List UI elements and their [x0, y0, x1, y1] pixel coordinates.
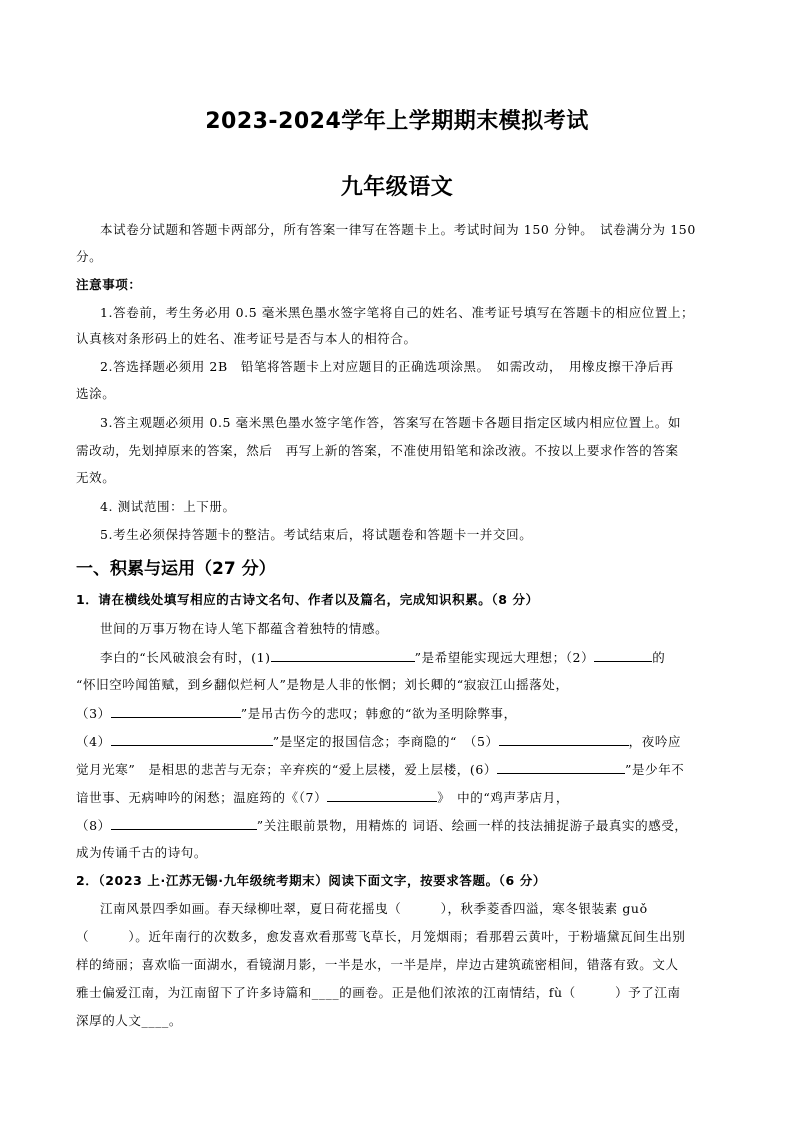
exam-title: 2023-2024学年上学期期末模拟考试 [205, 109, 589, 134]
q2-line-1: 江南风景四季如画。春天绿柳吐翠，夏日荷花摇曳（ ），秋季菱香四溢，寒冬银装素 guǒ [100, 901, 648, 916]
notice-item-5: 5.考生必须保持答题卡的整洁。考试结束后，将试题卷和答题卡一并交回。 [100, 527, 533, 542]
exam-subtitle: 九年级语文 [340, 175, 454, 200]
section-1-heading: 一、积累与运用（27 分） [76, 559, 276, 579]
notice-item-3-line-2: 需改动，先划掉原来的答案，然后 再写上新的答案，不准使用铅笔和涂改液。不按以上要求作答的答案 [76, 443, 679, 458]
blank-6[interactable] [497, 760, 625, 774]
q1-line-6: 谙世事、无病呻吟的闲愁；温庭筠的《（7） 》 中的“鸡声茅店月， [76, 790, 569, 805]
q1-line-5: 觉月光寒” 是相思的悲苦与无奈；辛弃疾的“爱上层楼，爱上层楼，(6） ”是少年不 [76, 762, 685, 777]
notice-item-2-line-1: 2.答选择题必须用 2B 铅笔将答题卡上对应题目的正确选项涂黑。 如需改动， 用橡皮擦干净后再 [100, 359, 674, 374]
notice-item-1-line-1: 1.答卷前，考生务必用 0.5 毫米黑色墨水签字笔将自己的姓名、准考证号填写在答题卡的相应位置上； [100, 305, 695, 320]
blank-3[interactable] [111, 704, 241, 718]
notice-heading: 注意事项： [76, 277, 142, 292]
intro-line-1: 本试卷分试题和答题卡两部分，所有答案一律写在答题卡上。考试时间为 150 分钟。 试卷满分为 150 [100, 222, 696, 237]
q1-intro: 世间的万事万物在诗人笔下都蕴含着独特的情感。 [100, 621, 389, 636]
q2-line-4: 雅士偏爱江南，为江南留下了许多诗篇和____的画卷。正是他们浓浓的江南情结，fù（ ）予了江南 [76, 985, 681, 1000]
q1-line-2: “怀旧空吟闻笛赋，到乡翻似烂柯人”是物是人非的怅惘；刘长卿的“寂寂江山摇落处， [76, 677, 569, 692]
notice-item-3-line-1: 3.答主观题必须用 0.5 毫米黑色墨水签字笔作答，答案写在答题卡各题目指定区域内相应位置上。如 [100, 415, 682, 430]
q1-line-1: 李白的“长风破浪会有时，(1) ”是希望能实现远大理想；（2） 的 [100, 650, 666, 665]
blank-5[interactable] [499, 732, 629, 746]
blank-1[interactable] [271, 648, 415, 662]
blank-4[interactable] [111, 732, 273, 746]
notice-item-3-line-3: 无效。 [76, 470, 116, 485]
q1-line-8: 成为传诵千古的诗句。 [76, 845, 208, 860]
q2-stem: 2．（2023 上·江苏无锡·九年级统考期末）阅读下面文字，按要求答题。（6 分） [76, 873, 546, 888]
q1-stem: 1．请在横线处填写相应的古诗文名句、作者以及篇名，完成知识积累。（8 分） [76, 592, 539, 607]
q1-line-7: （8） ”关注眼前景物，用精炼的 词语、绘画一样的技法捕捉游子最真实的感受， [76, 818, 688, 833]
q2-line-5: 深厚的人文____。 [76, 1013, 183, 1028]
blank-7[interactable] [327, 788, 437, 802]
q2-line-2: （ ）。近年南行的次数多，愈发喜欢看那莺飞草长，月笼烟雨；看那碧云黄叶，于粉墙黛瓦间生出别 [76, 929, 686, 944]
notice-item-1-line-2: 认真核对条形码上的姓名、准考证号是否与本人的相符合。 [76, 331, 417, 346]
q1-line-4: （4） ”是坚定的报国信念；李商隐的“ （5） ，夜吟应 [76, 734, 682, 749]
notice-item-4: 4. 测试范围：上下册。 [100, 499, 236, 514]
q1-line-3: （3） ”是吊古伤今的悲叹；韩愈的“欲为圣明除弊事， [76, 706, 517, 721]
blank-2[interactable] [594, 648, 652, 662]
blank-8[interactable] [111, 816, 257, 830]
q2-line-3: 样的绮丽；喜欢临一面湖水，看镜湖月影，一半是水，一半是岸，岸边古建筑疏密相间，错落有致。文人 [76, 957, 679, 972]
notice-item-2-line-2: 选涂。 [76, 386, 116, 401]
intro-line-2: 分。 [76, 249, 103, 264]
